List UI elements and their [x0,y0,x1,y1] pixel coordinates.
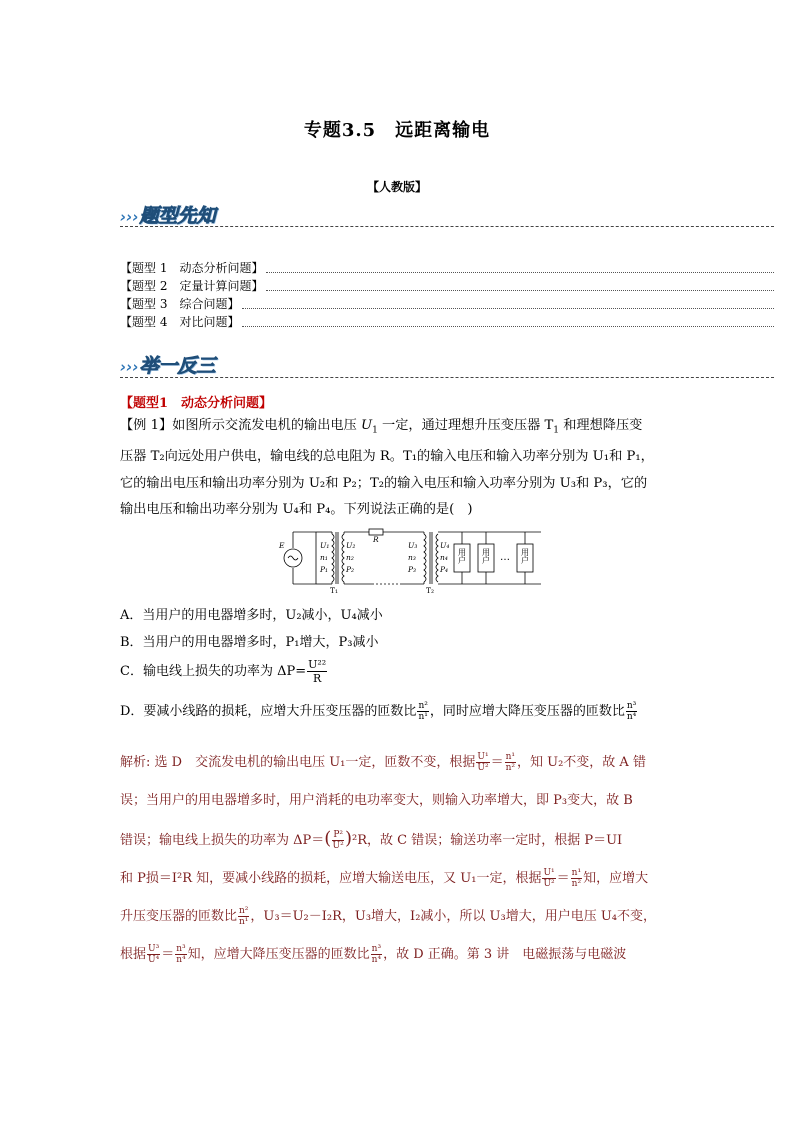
analysis-line: 误；当用户的用电器增多时，用户消耗的电功率变大，则输入功率增大，即 P₃变大，故 B [120,793,633,808]
divider [120,377,774,378]
question-line: 它的输出电压和输出功率分别为 U₂和 P₂；T₂的输入电压和输入功率分别为 U₃和 P₃，它的 [120,475,648,491]
banner-overview-text: 题型先知 [139,205,216,227]
coil4-label-3: P₄ [440,565,449,574]
label-R: R [373,535,379,544]
arrows-icon: ››› [120,358,139,376]
fraction: $\frac{\text{U²²}}{R}$ [308,658,327,685]
toc-item-4[interactable] [120,313,774,331]
analysis-text [120,744,676,974]
label-E: E [279,541,285,550]
coil1-label-1: U₁ [320,541,330,550]
coil1-label-3: P₁ [320,565,329,574]
toc-item-label: 【题型 2 定量计算问题】 [120,279,264,293]
option-c[interactable]: C．输电线上损失的功率为 ΔP= $\frac{\text{U²²}}{R}$ [120,658,327,685]
arrows-icon: ››› [120,208,139,226]
users-ellipsis: … [500,552,510,563]
user-label-3: 用户 [520,548,530,564]
label-T2: T₂ [426,586,435,594]
fraction: $\frac{\text{n¹}}{\text{n²}}$ [505,752,515,773]
question-line: 【例 1】如图所示交流发电机的输出电压 $U_1$ 一定，通过理想升压变压器 $T_1$ 和理想降压变 [120,418,643,436]
toc-item-label: 【题型 3 综合问题】 [120,297,240,311]
coil2-label-2: n₂ [346,553,354,562]
analysis-line: 解析: 选 D 交流发电机的输出电压 U₁一定，匝数不变，根据 $\frac{\text{U¹}}{\text{U²}}$ ＝ $\frac{\text{n¹}}{\text{n²}}$ ，知 U₂不变，故 A 错 [120,752,646,773]
fraction: $\frac{\text{n¹}}{\text{n²}}$ [571,868,582,889]
fraction: $\frac{\text{U¹}}{\text{U²}}$ [543,868,555,889]
page-title: 专题3.5 远距离输电 [303,120,491,141]
coil3-label-2: n₃ [408,553,416,562]
analysis-line: 升压变压器的匝数比 $\frac{\text{n²}}{\text{n¹}}$ ，U₃＝U₂－I₂R，U₃增大，I₂减小，所以 U₃增大，用户电压 U₄不变， [120,906,657,927]
option-b[interactable]: B．当用户的用电器增多时，P₁增大，P₃减小 [120,635,379,650]
question-line: 输出电压和输出功率分别为 U₄和 P₄。下列说法正确的是( ) [120,502,473,518]
toc-item-2[interactable] [120,277,774,295]
example-label: 【例 1】 [120,418,173,433]
coil3-label-3: P₃ [408,565,417,574]
fraction: $\frac{\text{n³}}{\text{n⁴}}$ [626,701,637,722]
question-line: 压器 T₂向远处用户供电，输电线的总电阻为 R。T₁的输入电压和输入功率分别为 U₁和 P₁， [120,449,654,465]
fraction: $\frac{\text{U¹}}{\text{U²}}$ [477,752,489,773]
circuit-diagram [276,526,546,594]
banner-practice-text: 举一反三 [139,355,216,377]
analysis-line: 根据 $\frac{\text{U³}}{\text{U⁴}}$ ＝ $\frac{\text{n³}}{\text{n⁴}}$ 知，应增大降压变压器的匝数比 $\frac{\text{n³}}{\text{n⁴}}$ ，故 D 正确。第 3 讲 电磁振荡与电磁波 [120,944,627,965]
coil3-label-1: U₃ [408,541,418,550]
toc-item-3[interactable] [120,295,774,313]
example-question [120,413,676,524]
fraction: $\frac{\text{n²}}{\text{n¹}}$ [418,701,428,722]
toc-leader [266,289,774,291]
fraction: $\frac{\text{n³}}{\text{n⁴}}$ [176,944,186,965]
analysis-line: 和 P损＝I²R 知，要减小线路的损耗，应增大输送电压，又 U₁一定，根据 $\frac{\text{U¹}}{\text{U²}}$ ＝ $\frac{\text{n¹}}{\text{n²}}$ 知，应增大 [120,868,649,889]
coil4-label-2: n₄ [440,553,448,562]
toc-leader [242,307,774,309]
label-T1: T₁ [330,586,339,594]
fraction: $\frac{\text{P²}}{\text{U²}}$ [332,830,344,851]
fraction: $\frac{\text{n³}}{\text{n⁴}}$ [371,944,382,965]
coil2-label-3: P₂ [346,565,355,574]
toc-item-label: 【题型 1 动态分析问题】 [120,261,264,275]
fraction: $\frac{\text{U³}}{\text{U⁴}}$ [148,944,160,965]
banner-overview [120,201,216,228]
toc-item-label: 【题型 4 对比问题】 [120,315,240,329]
edition-label: 【人教版】 [366,180,427,194]
coil1-label-2: n₁ [320,553,328,562]
option-d[interactable]: D．要减小线路的损耗，应增大升压变压器的匝数比 $\frac{\text{n²}}{\text{n¹}}$ ，同时应增大降压变压器的匝数比 $\frac{\text{n³}}{\text{n⁴}}$ [120,701,637,722]
user-label-2: 用户 [481,548,491,564]
banner-practice [120,351,216,378]
toc-leader [266,271,774,273]
user-label-1: 用户 [457,548,467,564]
section-title: 【题型1 动态分析问题】 [120,396,273,411]
analysis-line: 错误；输电线上损失的功率为 ΔP＝( $\frac{\text{P²}}{\text{U²}}$ )²R，故 C 错误；输送功率一定时，根据 P＝UI [120,828,623,851]
coil2-label-1: U₂ [346,541,356,550]
divider [120,226,774,227]
option-a[interactable]: A．当用户的用电器增多时，U₂减小，U₄减小 [120,608,383,623]
fraction: $\frac{\text{n²}}{\text{n¹}}$ [239,906,249,927]
toc-item-1[interactable] [120,259,774,277]
toc-leader [242,325,774,327]
coil4-label-1: U₄ [440,541,450,550]
